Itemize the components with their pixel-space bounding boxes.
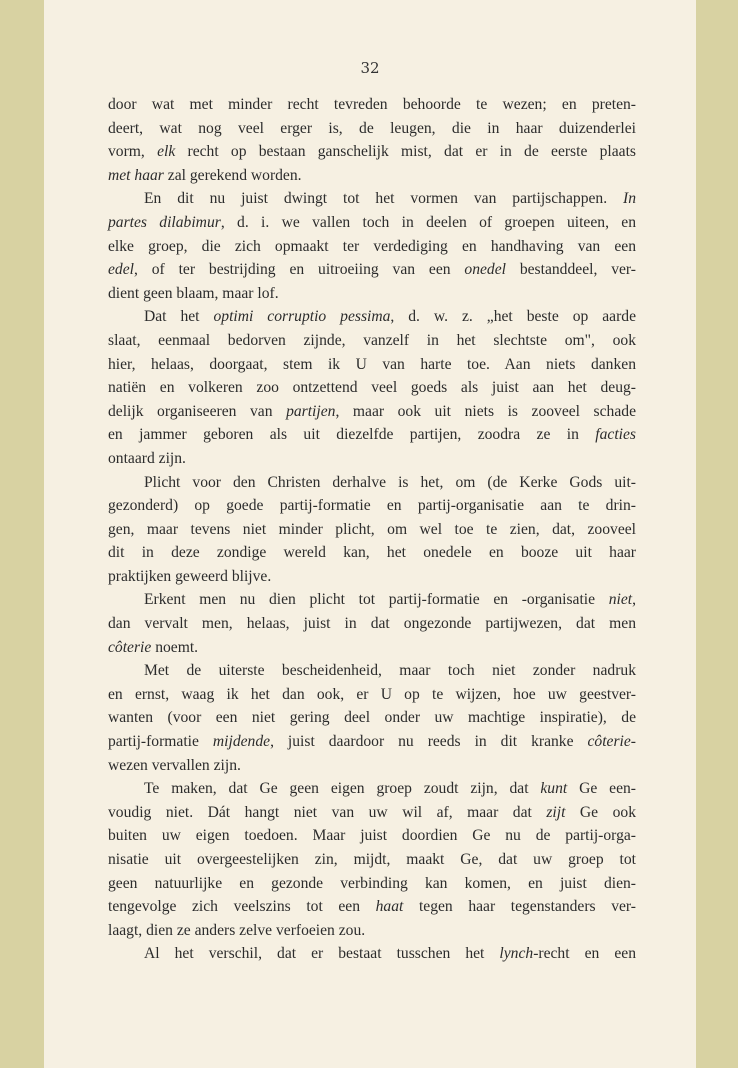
- text-line: [108, 518, 636, 542]
- text-line: [108, 235, 636, 259]
- text-run: praktijken geweerd blijve.: [108, 567, 272, 585]
- text-run: Dat het: [144, 308, 214, 326]
- text-run: bestanddeel, ver-: [505, 261, 636, 279]
- text-run: deert, wat nog veel erger is, de leugen, die in haar duizenderlei: [108, 119, 636, 137]
- text-run: gen, maar tevens niet minder plicht, om wel toe te zien, dat, zooveel: [108, 520, 636, 538]
- text-line: [108, 282, 636, 306]
- text-run: door wat met minder recht tevreden behoorde te wezen; en preten-: [108, 96, 636, 113]
- text-line: [108, 754, 636, 778]
- text-line: [108, 706, 636, 730]
- text-run: wezen vervallen zijn.: [108, 756, 241, 774]
- text-run: tegen haar tegenstanders ver-: [403, 898, 636, 916]
- text-run: Plicht voor den Christen derhalve is het, om (de Kerke Gods uit-: [144, 473, 636, 491]
- text-run: dit in deze zondige wereld kan, het onedele en booze uit haar: [108, 544, 636, 562]
- italic-text: niet: [608, 591, 633, 609]
- text-run: wanten (voor een niet gering deel onder uw machtige inspiratie), de: [108, 709, 636, 727]
- text-run: En dit nu juist dwingt tot het vormen van partijschappen.: [144, 190, 623, 208]
- italic-text: onedel: [464, 261, 506, 279]
- text-run: zal gerekend worden.: [163, 166, 302, 184]
- text-line: [108, 117, 636, 141]
- book-page: [44, 0, 696, 1068]
- text-line: [108, 612, 636, 636]
- text-run: ontaard zijn.: [108, 449, 186, 467]
- text-line: [108, 683, 636, 707]
- italic-text: côterie: [108, 638, 152, 656]
- paragraph: [108, 777, 636, 942]
- text-run: gezonderd) op goede partij-formatie en partij-organisatie aan te drin-: [108, 497, 636, 515]
- text-run: , d. w. z. „het beste op aarde: [390, 308, 636, 326]
- text-run: ,: [632, 591, 636, 609]
- paragraph: [108, 588, 636, 659]
- text-line: [108, 565, 636, 589]
- text-run: nisatie uit overgeestelijken zin, mijdt, maakt Ge, dat uw groep tot: [108, 851, 636, 868]
- text-line: [108, 400, 636, 424]
- text-line: [108, 447, 636, 471]
- text-line: [108, 353, 636, 377]
- text-run: vorm,: [108, 143, 158, 161]
- text-run: Met de uiterste bescheidenheid, maar toch niet zonder nadruk: [144, 662, 636, 680]
- text-run: tengevolge zich veelszins tot een: [108, 898, 376, 916]
- text-run: Al het verschil, dat er bestaat tusschen het: [144, 945, 500, 963]
- text-line: [108, 730, 636, 754]
- text-line: [108, 919, 636, 943]
- text-run: delijk organiseeren van: [108, 402, 287, 420]
- text-line: [108, 848, 636, 872]
- text-line: [108, 423, 636, 447]
- italic-text: lynch: [499, 945, 534, 963]
- italic-text: edel: [108, 261, 134, 279]
- text-line: [108, 636, 636, 660]
- italic-text: kunt: [540, 780, 568, 798]
- text-line: [108, 93, 636, 117]
- text-line: [108, 895, 636, 919]
- text-run: geen natuurlijke en gezonde verbinding kan komen, en juist dien-: [108, 874, 636, 892]
- text-line: [108, 471, 636, 495]
- text-run: , juist daardoor nu reeds in dit kranke: [270, 733, 588, 751]
- text-line: [108, 942, 636, 966]
- text-line: [108, 164, 636, 188]
- text-line: [108, 258, 636, 282]
- text-line: [108, 329, 636, 353]
- paragraph: [108, 942, 636, 966]
- text-run: , maar ook uit niets is zooveel schade: [335, 402, 636, 420]
- italic-text: zijt: [546, 803, 566, 821]
- text-run: voudig niet. Dát hangt niet van uw wil af, maar dat: [108, 803, 547, 821]
- text-line: [108, 211, 636, 235]
- text-run: dan vervalt men, helaas, juist in dat ongezonde partijwezen, dat men: [108, 615, 636, 633]
- text-run: , d. i. we vallen toch in deelen of groepen uiteen, en: [220, 213, 636, 231]
- paragraph: [108, 659, 636, 777]
- text-line: [108, 376, 636, 400]
- italic-text: haat: [375, 898, 404, 916]
- text-run: buiten uw eigen toedoen. Maar juist doordien Ge nu de partij-orga-: [108, 827, 636, 845]
- text-run: Te maken, dat Ge geen eigen groep zoudt zijn, dat: [144, 780, 541, 798]
- text-line: [108, 659, 636, 683]
- paragraph: [108, 471, 636, 589]
- text-run: natiën en volkeren zoo ontzettend veel goeds als juist aan het deug-: [108, 379, 636, 397]
- text-run: elke groep, die zich opmaakt ter verdediging en handhaving van een: [108, 237, 636, 255]
- text-line: [108, 305, 636, 329]
- text-line: [108, 801, 636, 825]
- italic-text: In: [623, 190, 636, 208]
- italic-text: optimi corruptio pessima: [213, 308, 391, 326]
- body-text: [108, 93, 636, 966]
- text-run: noemt.: [151, 638, 199, 656]
- paragraph: [108, 305, 636, 470]
- italic-text: partijen: [286, 402, 336, 420]
- text-run: hier, helaas, doorgaat, stem ik U van harte toe. Aan niets danken: [108, 355, 636, 373]
- text-run: en jammer geboren als uit diezelfde partijen, zoodra ze in: [108, 426, 596, 444]
- italic-text: met haar: [108, 166, 164, 184]
- text-run: en ernst, waag ik het dan ook, er U op te wijzen, hoe uw geestver-: [108, 685, 636, 703]
- italic-text: facties: [595, 426, 636, 444]
- text-line: [108, 494, 636, 518]
- text-run: Erkent men nu dien plicht tot partij-formatie en -organisatie: [144, 591, 609, 609]
- text-line: [108, 777, 636, 801]
- text-run: Ge een-: [567, 780, 636, 798]
- paragraph: [108, 187, 636, 305]
- text-line: [108, 187, 636, 211]
- text-run: -recht en een: [533, 945, 636, 963]
- text-run: , of ter bestrijding en uitroeiing van een: [133, 261, 465, 279]
- text-line: [108, 588, 636, 612]
- text-line: [108, 824, 636, 848]
- text-line: [108, 872, 636, 896]
- italic-text: côterie-: [587, 733, 636, 751]
- text-line: [108, 140, 636, 164]
- text-run: recht op bestaan ganschelijk mist, dat er in de eerste plaats: [175, 143, 636, 161]
- italic-text: elk: [157, 143, 176, 161]
- text-run: partij-formatie: [108, 733, 213, 751]
- text-run: Ge ook: [565, 803, 636, 821]
- text-run: slaat, eenmaal bedorven zijnde, vanzelf in het slechtste om", ook: [108, 331, 636, 349]
- text-run: dient geen blaam, maar lof.: [108, 284, 279, 302]
- italic-text: mijdende: [212, 733, 271, 751]
- text-run: laagt, dien ze anders zelve verfoeien zou.: [108, 921, 366, 939]
- italic-text: partes dilabimur: [108, 213, 221, 231]
- paragraph: [108, 93, 636, 187]
- page-number: 32: [360, 59, 380, 77]
- text-line: [108, 541, 636, 565]
